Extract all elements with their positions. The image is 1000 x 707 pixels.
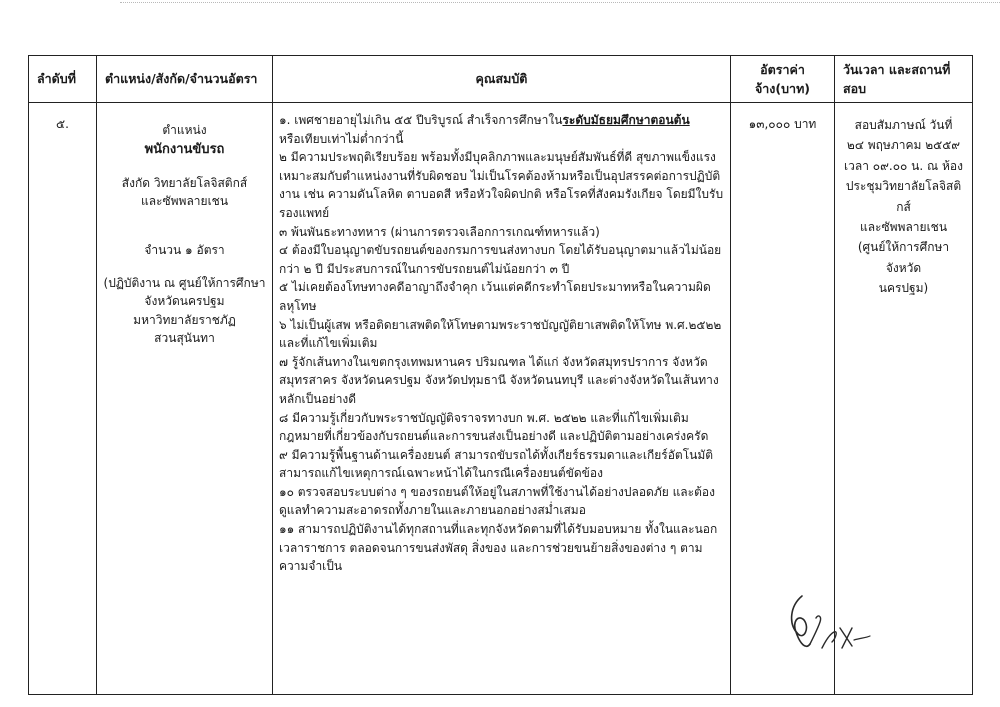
position-cell [97, 103, 273, 695]
exam-line1: สอบสัมภาษณ์ วันที่ [854, 118, 953, 132]
exam-line3: เวลา ๐๙.๐๐ น. ณ ห้อง [844, 158, 963, 173]
position-count: จำนวน ๑ อัตรา [144, 242, 225, 257]
top-dotted-line [120, 2, 1000, 3]
position-label: ตำแหน่ง [162, 123, 207, 137]
qualification-item: ๕ ไม่เคยต้องโทษทางคดีอาญาถึงจำคุก เว้นแต่คดีกระทำโดยประมาทหรือในความผิดลหุโทษ [279, 280, 711, 313]
pay-cell: ๑๓,๐๐๐ บาท [731, 103, 835, 695]
header-qualifications: คุณสมบัติ [273, 56, 731, 103]
table-header-row [29, 56, 973, 103]
handwritten-signature [780, 588, 880, 658]
education-level: ระดับมัธยมศึกษาตอนต้น [562, 113, 690, 127]
exam-line2: ๒๔ พฤษภาคม ๒๕๕๙ [846, 138, 961, 153]
affiliation-line2: และซัพพลายเชน [140, 194, 229, 209]
workplace-line1: (ปฏิบัติงาน ณ ศูนย์ให้การศึกษา [103, 275, 266, 290]
qualification-item: ๘ มีความรู้เกี่ยวกับพระราชบัญญัติจราจรทางบก พ.ศ. ๒๕๒๒ และที่แก้ไขเพิ่มเติม กฎหมายที่เกี่ยวข้องกับรถยนต์และการขนส่งเป็นอย่างดี และปฏิบัติตามอย่างเคร่งครัด [279, 410, 709, 444]
header-position: ตำแหน่ง/สังกัด/จำนวนอัตรา [97, 56, 273, 103]
qualification-item: ๗ รู้จักเส้นทางในเขตกรุงเทพมหานคร ปริมณฑล ได้แก่ จังหวัดสมุทรปราการ จังหวัดสมุทรสาคร จังหวัดนครปฐม จังหวัดปทุมธานี จังหวัดนนทบุรี และต่างจังหวัดในเส้นทางหลักเป็นอย่างดี [279, 354, 719, 406]
exam-line7: นครปฐม) [878, 281, 929, 296]
qualification-item: ๓ พ้นพันธะทางทหาร (ผ่านการตรวจเลือกการเกณฑ์ทหารแล้ว) [279, 224, 600, 239]
order-cell: ๕. [29, 103, 97, 695]
header-exam: วันเวลา และสถานที่สอบ [835, 56, 973, 103]
header-pay: อัตราค่าจ้าง(บาท) [731, 56, 835, 103]
exam-line5: และซัพพลายเชน [859, 219, 948, 234]
exam-line6: (ศูนย์ให้การศึกษาจังหวัด [857, 240, 950, 275]
position-title: พนักงานขับรถ [144, 141, 225, 157]
exam-line4: ประชุมวิทยาลัยโลจิสติกส์ [845, 179, 962, 214]
qualification-item: ๑๑ สามารถปฏิบัติงานได้ทุกสถานที่และทุกจังหวัดตามที่ได้รับมอบหมาย ทั้งในและนอกเวลาราชการ ตลอดจนการขนส่งพัสดุ สิ่งของ และการช่วยขนย้ายสิ่งของต่าง ๆ ตามความจำเป็น [279, 522, 718, 574]
qualification-item: ๒ มีความประพฤติเรียบร้อย พร้อมทั้งมีบุคลิกภาพและมนุษย์สัมพันธ์ที่ดี สุขภาพแข็งแรง เหมาะสมกับตำแหน่งงานที่รับผิดชอบ ไม่เป็นโรคต้องห้ามหรือเป็นอุปสรรคต่อการปฏิบัติงาน เช่น ความดันโลหิต ตาบอดสี หรือหัวใจผิดปกติ หรือโรคที่สังคมรังเกียจ โดยมีใบรับรองแพทย์ [279, 150, 724, 220]
workplace-line3: มหาวิทยาลัยราชภัฏสวนสุนันทา [133, 312, 236, 346]
header-order: ลำดับที่ [29, 56, 97, 103]
qualification-item: ๙ มีความรู้พื้นฐานด้านเครื่องยนต์ สามารถขับรถได้ทั้งเกียร์ธรรมดาและเกียร์อัตโนมัติ สามารถแก้ไขเหตุการณ์เฉพาะหน้าได้ในกรณีเครื่องยนต์ขัดข้อง [279, 447, 714, 481]
qualification-item: ๑๐ ตรวจสอบระบบต่าง ๆ ของรถยนต์ให้อยู่ในสภาพที่ใช้งานได้อย่างปลอดภัย และต้องดูแลทำความสะอาดรถทั้งภายในและภายนอกอย่างสม่ำเสมอ [279, 484, 715, 518]
affiliation-line1: สังกัด วิทยาลัยโลจิสติกส์ [121, 175, 248, 190]
qualifications-cell [273, 103, 731, 695]
qualification-item: ๑. เพศชายอายุไม่เกิน ๕๕ ปีบริบูรณ์ สำเร็จการศึกษาในระดับมัธยมศึกษาตอนต้น หรือเทียบเท่าไม่ต่ำกว่านี้ [279, 113, 690, 146]
qualification-item: ๖ ไม่เป็นผู้เสพ หรือติดยาเสพติดให้โทษตามพระราชบัญญัติยาเสพติดให้โทษ พ.ศ.๒๕๒๒ และที่แก้ไขเพิ่มเติม [279, 317, 722, 351]
workplace-line2: จังหวัดนครปฐม [144, 294, 225, 309]
qualification-item: ๔ ต้องมีใบอนุญาตขับรถยนต์ของกรมการขนส่งทางบก โดยได้รับอนุญาตมาแล้วไม่น้อยกว่า ๒ ปี มีประสบการณ์ในการขับรถยนต์ไม่น้อยกว่า ๓ ปี [279, 243, 722, 276]
